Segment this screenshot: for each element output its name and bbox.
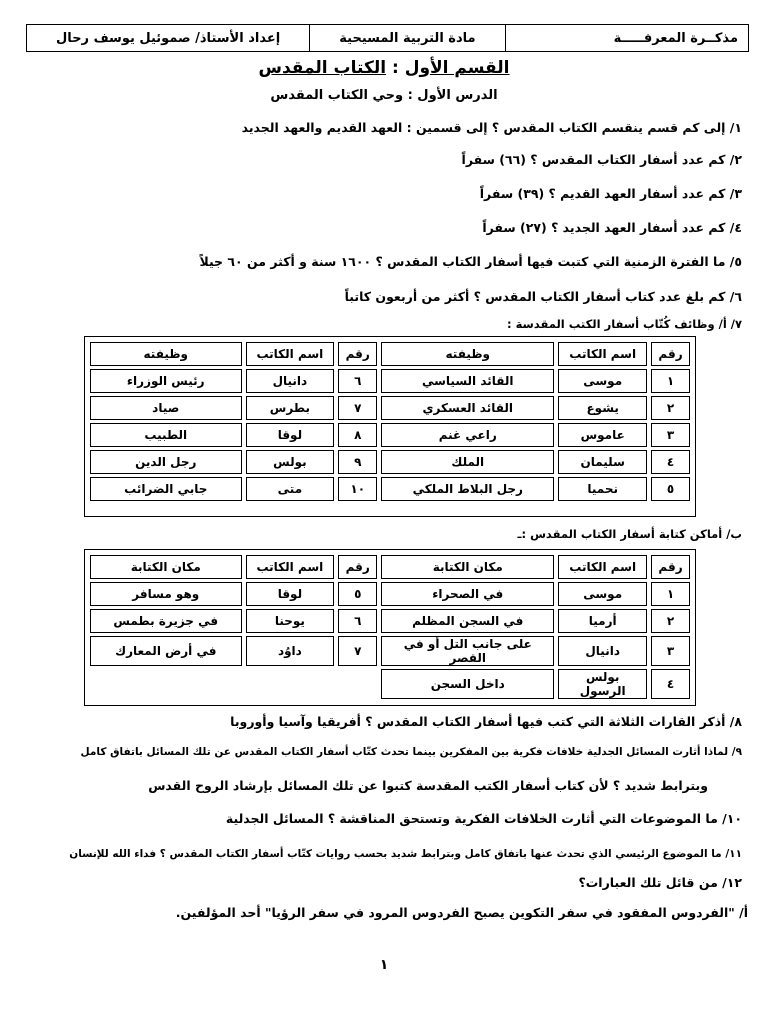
question-9-line2: وبترابط شديد ؟ لأن كتاب أسفار الكتب المقدسة كتبوا عن تلك المسائل بإرشاد الروح القدس [148,778,708,793]
table1-body [90,369,690,501]
title-separator: : [386,58,405,78]
table2-cell: داوُد [246,636,335,666]
table1-cell: ٢ [651,396,690,420]
table1-cell: ٦ [338,369,377,393]
table2-cell: دانيال [558,636,647,666]
table1-cell: سليمان [558,450,647,474]
table1-row [90,369,690,393]
table1-row [90,477,690,501]
question-7b: ب/ أماكن كتابة أسفار الكتاب المقدس :ـ [517,527,742,541]
table2-cell: ٥ [338,582,377,606]
table1-cell: يشوع [558,396,647,420]
table2-header: اسم الكاتب [558,555,647,579]
table1-cell: ٤ [651,450,690,474]
table1-cell: موسى [558,369,647,393]
table1-header: وظيفته [90,342,242,366]
table2-cell: في السجن المظلم [381,609,554,633]
table1-header: وظيفته [381,342,554,366]
table1-header: رقم [338,342,377,366]
question-11: ١١/ ما الموضوع الرئيسي الذي تحدث عنها باتفاق كامل وبترابط شديد بحسب روايات كتّاب أسفار الكتاب المقدس ؟ فداء الله للإنسان [69,848,742,860]
table1-header: اسم الكاتب [558,342,647,366]
table1-cell: راعي غنم [381,423,554,447]
question-4: ٤/ كم عدد أسفار العهد الجديد ؟ (٢٧) سفراً [482,220,742,235]
question-7a: ٧/ أ/ وظائف كُتّاب أسفار الكتب المقدسة : [506,317,742,331]
title-section: القسم الأول [404,58,510,78]
table1-row [90,423,690,447]
question-6: ٦/ كم بلغ عدد كتاب أسفار الكتاب المقدس ؟ أكثر من أربعون كاتباً [344,289,742,304]
header-notebook: مذكــرة المعرفـــــة [505,25,748,51]
table2-cell: أرميا [558,609,647,633]
table2-cell: ٣ [651,636,690,666]
table1-cell: نحميا [558,477,647,501]
table2-cell [90,669,242,699]
question-12a: أ/ "الفردوس المفقود في سفر التكوين يصبح الفردوس المرود في سفر الرؤيا" أحد المؤلفين. [175,905,748,920]
table1-cell: القائد السياسي [381,369,554,393]
table1-cell: ١ [651,369,690,393]
table2-cell: داخل السجن [381,669,554,699]
table2-cell: في أرض المعارك [90,636,242,666]
table2-cell [246,669,335,699]
header-author: إعداد الأستاذ/ صموئيل يوسف رحال [56,30,281,46]
table2-row [90,636,690,666]
table2-body [90,582,690,699]
question-3: ٣/ كم عدد أسفار العهد القديم ؟ (٣٩) سفراً [479,186,742,201]
table2-cell: ٧ [338,636,377,666]
table1-cell: عاموس [558,423,647,447]
table2-header: اسم الكاتب [246,555,335,579]
table1-cell: صياد [90,396,242,420]
table2-cell: ٢ [651,609,690,633]
table1-cell: رجل البلاط الملكي [381,477,554,501]
page-number: ١ [379,957,389,973]
table1-cell: دانيال [246,369,335,393]
table2-row [90,609,690,633]
question-5: ٥/ ما الفترة الزمنية التي كتبت فيها أسفار الكتاب المقدس ؟ ١٦٠٠ سنة و أكثر من ٦٠ جيلاً [199,254,742,269]
table2-cell: لوقا [246,582,335,606]
header-box [26,24,749,52]
table1-cell: متى [246,477,335,501]
table2-cell: وهو مسافر [90,582,242,606]
table1-cell: ٣ [651,423,690,447]
table2-cell: في الصحراء [381,582,554,606]
table2-header: مكان الكتابة [90,555,242,579]
table2-header: رقم [338,555,377,579]
table2-row [90,669,690,699]
table2-cell: يوحنا [246,609,335,633]
question-10: ١٠/ ما الموضوعات التي أثارت الخلافات الفكرية وتستحق المناقشة ؟ المسائل الجدلية [225,811,742,826]
question-2: ٢/ كم عدد أسفار الكتاب المقدس ؟ (٦٦) سفراً [461,152,742,167]
table1-cell: القائد العسكري [381,396,554,420]
table1-cell: رئيس الوزراء [90,369,242,393]
question-12: ١٢/ من قائل تلك العبارات؟ [578,875,742,890]
title-book: الكتاب المقدس [258,58,387,78]
table1-row [90,396,690,420]
table1-cell: ٨ [338,423,377,447]
question-8: ٨/ أذكر القارات الثلاثة التي كتب فيها أسفار الكتاب المقدس ؟ أفريقيا وآسيا وأوروبا [230,714,742,729]
table1-cell: ٥ [651,477,690,501]
lesson-title: الدرس الأول : وحي الكتاب المقدس [270,88,498,103]
table1-row [90,450,690,474]
table2-cell [338,669,377,699]
table1-header: رقم [651,342,690,366]
table1-cell: رجل الدين [90,450,242,474]
table2-cell: ١ [651,582,690,606]
table2-cell: في جزيرة بطمس [90,609,242,633]
table2-cell: موسى [558,582,647,606]
table1-cell: الملك [381,450,554,474]
table1-cell: جابي الضرائب [90,477,242,501]
table1-cell: ٩ [338,450,377,474]
writers-jobs-table [86,339,694,504]
page-title [0,58,768,78]
table2-header: مكان الكتابة [381,555,554,579]
table1-cell: بولس [246,450,335,474]
table2-header: رقم [651,555,690,579]
table1-cell: ١٠ [338,477,377,501]
table1-cell: لوقا [246,423,335,447]
question-1: ١/ إلى كم قسم ينقسم الكتاب المقدس ؟ إلى قسمين : العهد القديم والعهد الجديد [241,120,742,135]
header-subject: مادة التربية المسيحية [309,25,504,51]
table1-cell: ٧ [338,396,377,420]
table2-cell: ٦ [338,609,377,633]
table2-cell: ٤ [651,669,690,699]
table2-cell: على جانب التل أو في القصر [381,636,554,666]
writing-places-table [86,552,694,702]
table1-cell: بطرس [246,396,335,420]
table1-cell: الطبيب [90,423,242,447]
table2-cell: بولس الرسول [558,669,647,699]
question-9-line1: ٩/ لماذا أثارت المسائل الجدلية خلافات فكرية بين المفكرين بينما تحدث كتّاب أسفار الكتاب المقدس عن تلك المسائل باتفاق كامل [80,746,742,758]
table1-header: اسم الكاتب [246,342,335,366]
table2-row [90,582,690,606]
